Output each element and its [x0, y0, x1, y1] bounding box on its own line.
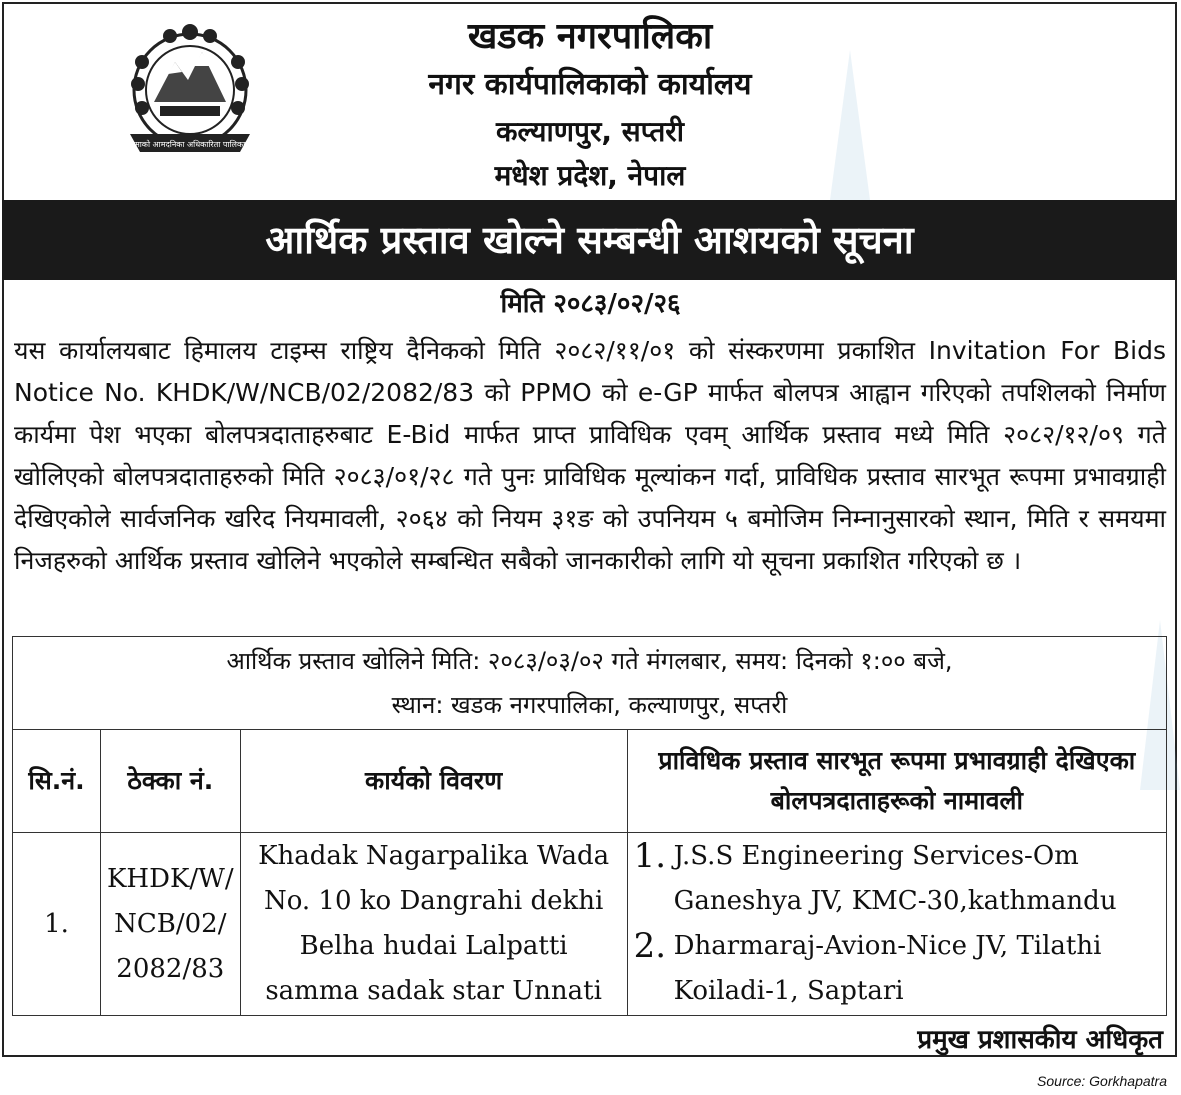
cell-contract-no: KHDK/W/ NCB/02/ 2082/83 [101, 833, 241, 1016]
cell-work-description: Khadak Nagarpalika Wada No. 10 ko Dangrahi dekhi Belha hudai Lalpatti samma sadak star Unnati [240, 833, 627, 1016]
header-contract-no: ठेक्का नं. [101, 730, 241, 833]
cell-sn: 1. [13, 833, 101, 1016]
list-item [634, 924, 1165, 1014]
table-row [13, 833, 1167, 1016]
bidder-name: J.S.S Engineering Services-Om Ganeshya JV, KMC-30,kathmandu [673, 841, 1117, 916]
office-address: कल्याणपुर, सप्तरी [496, 115, 684, 148]
header-bidders: प्राविधिक प्रस्ताव सारभूत रूपमा प्रभावग्राही देखिएका बोलपत्रदाताहरूको नामावली [627, 730, 1166, 833]
bidder-number: 1. [633, 836, 667, 876]
header-work-description: कार्यको विवरण [240, 730, 627, 833]
bidders-table [12, 729, 1167, 1016]
notice-date: मिति २०८३/०२/२६ [500, 289, 681, 319]
cell-bidders [627, 833, 1166, 1016]
emblem-motto: आमाको आमदनिका अधिकारिता पालिकाजी [126, 140, 254, 149]
table-header-row [13, 730, 1167, 833]
list-item [634, 834, 1165, 924]
municipality-name: खडक नगरपालिका [467, 16, 713, 57]
notice-body: यस कार्यालयबाट हिमालय टाइम्स राष्ट्रिय दैनिकको मिति २०८२/११/०१ को संस्करणमा प्रकाशित Invitation For Bids Notice No. KHDK/W/NCB/02/2082/83 को PPMO को e-GP मार्फत बोलपत्र आह्वान गरिएको तपशिलको निर्माण कार्यमा पेश भएका बोलपत्रदाताहरुबाट E-Bid मार्फत प्राप्त प्राविधिक एवम् आर्थिक प्रस्ताव मध्ये मिति २०८२/१२/०९ गते खोलिएको बोलपत्रदाताहरुको मिति २०८३/०१/२८ गते पुनः प्राविधिक मूल्यांकन गर्दा, प्राविधिक प्रस्ताव सारभूत रूपमा प्रभावग्राही देखिएकोले सार्वजनिक खरिद नियमावली, २०६४ को नियम ३१ङ को उपनियम ५ बमोजिम निम्नानुसारको स्थान, मिति र समयमा निजहरुको आर्थिक प्रस्ताव खोलिने भएकोले सम्बन्धित सबैको जानकारीको लागि यो सूचना प्रकाशित गरिएको छ । [14, 336, 1166, 575]
notice-title: आर्थिक प्रस्ताव खोल्ने सम्बन्धी आशयको सूचना [2, 200, 1177, 280]
bidder-name: Dharmaraj-Avion-Nice JV, Tilathi Koiladi-1, Saptari [673, 931, 1102, 1006]
office-name: नगर कार्यपालिकाको कार्यालय [428, 67, 752, 102]
bidder-number: 2. [633, 926, 667, 966]
header-sn: सि.नं. [13, 730, 101, 833]
municipality-emblem-icon [120, 22, 260, 162]
signatory-title: प्रमुख प्रशासकीय अधिकृत [917, 1025, 1163, 1055]
opening-date-time: आर्थिक प्रस्ताव खोलिने मिति: २०८३/०३/०२ गते मंगलबार, समय: दिनको १:०० बजे, [226, 647, 953, 675]
province-country: मधेश प्रदेश, नेपाल [494, 159, 686, 192]
opening-schedule [12, 636, 1167, 730]
source-credit: Source: Gorkhapatra [1037, 1073, 1167, 1089]
opening-location: स्थान: खडक नगरपालिका, कल्याणपुर, सप्तरी [391, 691, 788, 719]
